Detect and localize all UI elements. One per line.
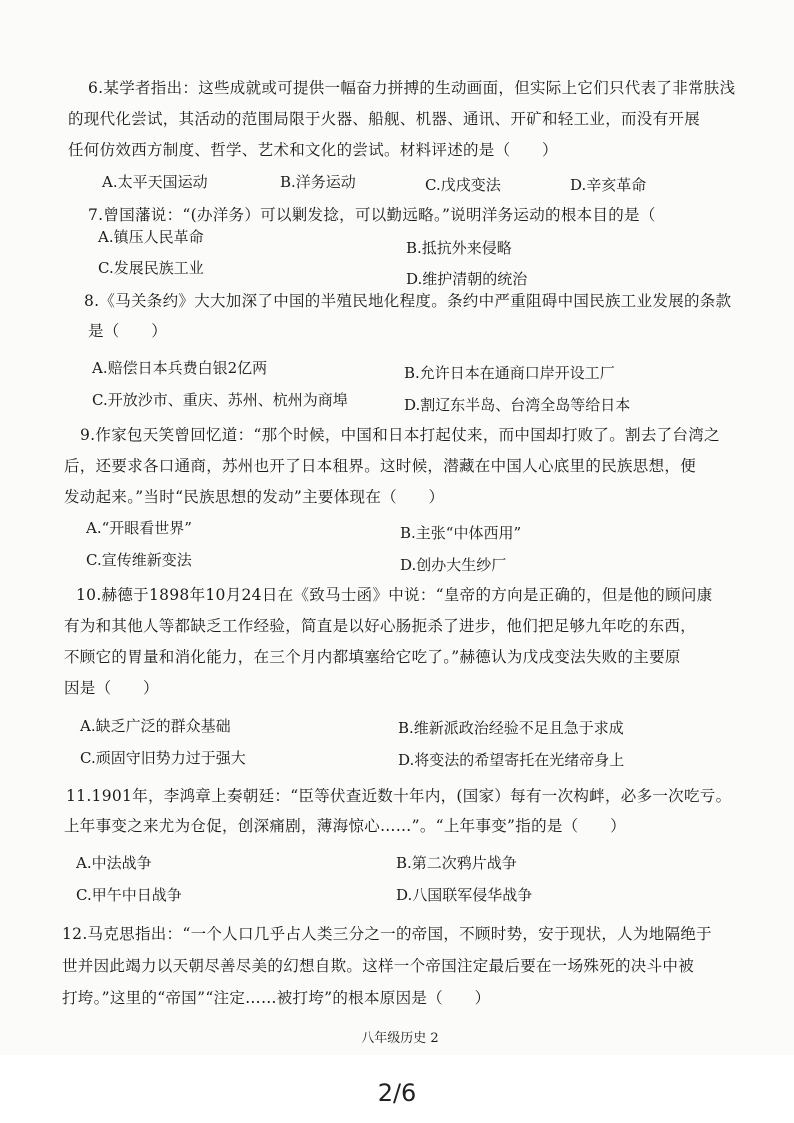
option-d: D.创办大生纱厂 — [400, 556, 507, 574]
question-text-line: 11.1901年，李鸿章上奏朝廷：“臣等伏查近数十年内，(国家）每有一次构衅，必多一次吃亏。 — [66, 787, 732, 805]
question-text-line: 6.某学者指出：这些成就或可提供一幅奋力拼搏的生动画面，但实际上它们只代表了非常肤浅 — [88, 79, 736, 97]
option-b: B.第二次鸦片战争 — [396, 854, 517, 872]
option-c: C.宣传维新变法 — [86, 551, 192, 569]
option-a: A.“开眼看世界” — [86, 519, 192, 537]
option-c: C.戊戌变法 — [425, 176, 501, 194]
question-text-line: 9.作家包天笑曾回忆道：“那个时候，中国和日本打起仗来，而中国却打败了。割去了台湾之 — [80, 426, 720, 444]
option-b: B.维新派政治经验不足且急于求成 — [398, 719, 624, 737]
question-text-line: 世并因此竭力以天朝尽善尽美的幻想自欺。这样一个帝国注定最后要在一场殊死的决斗中被 — [62, 957, 695, 975]
option-b: B.主张“中体西用” — [400, 524, 522, 542]
question-text-line: 发动起来。”当时“民族思想的发动”主要体现在（ ） — [64, 488, 445, 506]
question-text-line: 任何仿效西方制度、哲学、艺术和文化的尝试。材料评述的是（ ） — [68, 141, 558, 159]
option-a: A.缺乏广泛的群众基础 — [80, 717, 231, 735]
question-text-line: 8.《马关条约》大大加深了中国的半殖民地化程度。条约中严重阻碍中国民族工业发展的条款 — [84, 292, 732, 310]
option-c: C.顽固守旧势力过于强大 — [80, 749, 246, 767]
option-a: A.太平天国运动 — [102, 173, 208, 191]
option-b: B.抵抗外来侵略 — [406, 239, 512, 257]
option-b: B.洋务运动 — [280, 173, 356, 191]
option-d: D.八国联军侵华战争 — [396, 886, 533, 904]
question-text-line: 有为和其他人等都缺乏工作经验，简直是以好心肠扼杀了进步，他们把足够九年吃的东西， — [64, 617, 697, 635]
question-text-line: 不顾它的胃量和消化能力，在三个月内都填塞给它吃了。”赫德认为戊戌变法失败的主要原 — [64, 648, 681, 666]
page-footer: 八年级历史 2 — [361, 1031, 439, 1046]
option-a: A.中法战争 — [76, 854, 152, 872]
option-d: D.辛亥革命 — [570, 176, 647, 194]
question-text-line: 是（ ） — [88, 322, 168, 340]
option-c: C.发展民族工业 — [98, 259, 204, 277]
option-c: C.开放沙市、重庆、苏州、杭州为商埠 — [92, 391, 348, 409]
option-d: D.将变法的希望寄托在光绪帝身上 — [398, 751, 625, 769]
option-a: A.镇压人民革命 — [98, 228, 204, 246]
option-b: B.允许日本在通商口岸开设工厂 — [404, 364, 615, 382]
option-d: D.割辽东半岛、台湾全岛等给日本 — [404, 396, 631, 414]
question-text-line: 因是（ ） — [64, 679, 159, 697]
option-a: A.赔偿日本兵费白银2亿两 — [92, 359, 268, 377]
question-text-line: 打垮。”这里的“帝国”“注定……被打垮”的根本原因是（ ） — [62, 989, 491, 1007]
question-text-line: 12.马克思指出：“一个人口几乎占人类三分之一的帝国，不顾时势，安于现状，人为地隔绝于 — [62, 925, 712, 943]
question-text-line: 后，还要求各口通商，苏州也开了日本租界。这时候，潜藏在中国人心底里的民族思想，便 — [64, 457, 697, 475]
option-d: D.维护清朝的统治 — [406, 270, 528, 288]
question-text-line: 上年事变之来尤为仓促，创深痛剧，薄海惊心……”。“上年事变”指的是（ ） — [64, 817, 626, 835]
question-text-line: 的现代化尝试，其活动的范围局限于火器、船舰、机器、通讯、开矿和轻工业，而没有开展 — [68, 110, 701, 128]
question-text-line: 7.曾国藩说：“(办洋务）可以剿发捻，可以勤远略。”说明洋务运动的根本目的是（ — [88, 206, 656, 224]
question-text-line: 10.赫德于1898年10月24日在《致马士函》中说：“皇帝的方向是正确的，但是他的顾问康 — [76, 586, 713, 604]
option-c: C.甲午中日战争 — [76, 886, 182, 904]
page-indicator: 2/6 — [377, 1079, 417, 1107]
